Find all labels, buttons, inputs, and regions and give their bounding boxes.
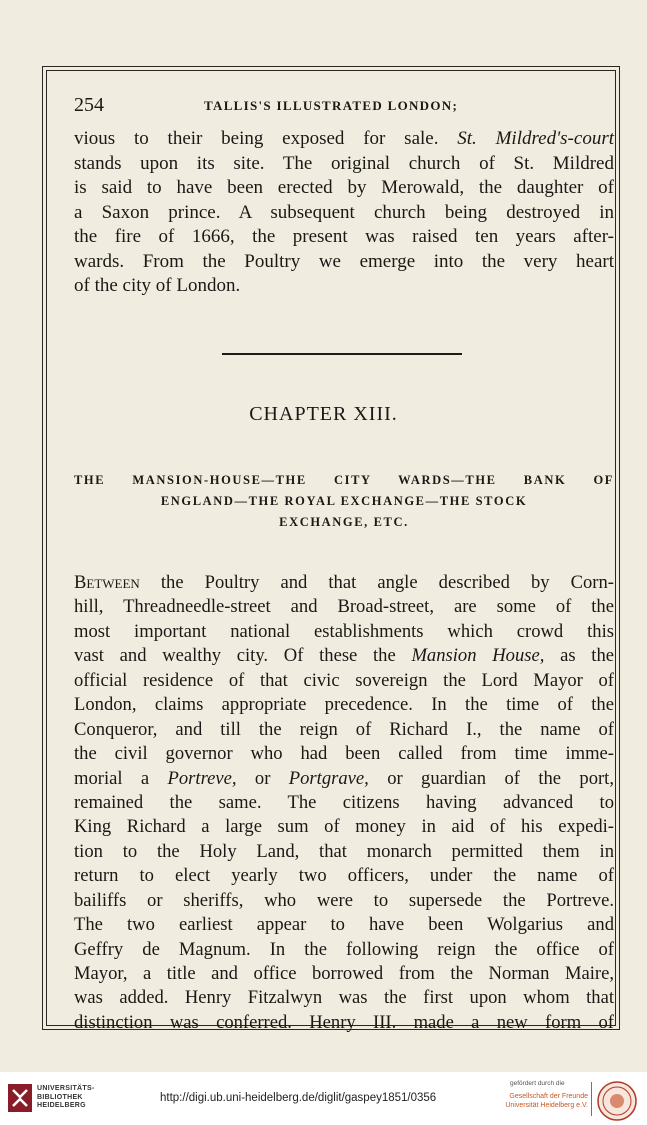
summary-line: ENGLAND—THE ROYAL EXCHANGE—THE STOCK (160, 494, 528, 508)
text-line: of the city of London. (74, 275, 241, 296)
text-line: hill, Threadneedle-street and Broad-street, are some of the (74, 596, 614, 618)
text-line: Between the Poultry and that angle described by Corn- (74, 572, 614, 593)
text-line: King Richard a large sum of money in aid of his expedi- (74, 816, 614, 838)
library-name: UNIVERSITÄTS- BIBLIOTHEK HEIDELBERG (37, 1085, 95, 1109)
page-number: 254 (74, 94, 104, 116)
text-line: stands upon its site. The original church of St. Mildred (74, 152, 614, 174)
text-line: distinction was conferred. Henry III. made a new form of (74, 1011, 614, 1033)
permalink-url[interactable]: http://digi.ub.uni-heidelberg.de/diglit/gaspey1851/0356 (160, 1092, 437, 1104)
text-line: remained the same. The citizens having advanced to (74, 791, 614, 813)
summary-line: EXCHANGE, ETC. (279, 515, 409, 529)
viewer-footer (0, 1072, 647, 1125)
chapter-heading: CHAPTER XIII. (249, 403, 398, 425)
page-header (74, 92, 614, 120)
text-line: official residence of that civic sovereign the Lord Mayor of (74, 669, 614, 691)
top-paragraph (74, 127, 614, 299)
section-divider (222, 353, 462, 355)
chapter-summary (74, 470, 614, 533)
running-head: TALLIS'S ILLUSTRATED LONDON; (204, 98, 459, 113)
text-line: return to elect yearly two officers, under the name of (74, 865, 614, 887)
text-line: Geffry de Magnum. In the following reign the office of (74, 938, 614, 960)
text-line: morial a Portreve, or Portgrave, or guardian of the port, (74, 767, 614, 789)
text-line: is said to have been erected by Merowald, the daughter of (74, 177, 614, 198)
text-line: vious to their being exposed for sale. St. Mildred's-court (74, 128, 614, 149)
text-line: the civil governor who had been called from time imme- (74, 743, 614, 765)
text-line: wards. From the Poultry we emerge into the very heart (74, 250, 614, 272)
text-line: Conqueror, and till the reign of Richard I., the name of (74, 718, 614, 740)
university-seal-icon (597, 1081, 637, 1121)
text-line: a Saxon prince. A subsequent church being destroyed in (74, 201, 614, 223)
text-line: bailiffs or sheriffs, who were to supersede the Portreve. (74, 889, 614, 911)
summary-line: THE MANSION-HOUSE—THE CITY WARDS—THE BANK OF (74, 473, 614, 487)
text-line: London, claims appropriate precedence. In the time of the (74, 694, 614, 716)
library-logo-icon (8, 1084, 32, 1112)
text-line: tion to the Holy Land, that monarch permitted them in (74, 840, 614, 862)
sponsor-name: Gesellschaft der Freunde Universität Heidelberg e.V. (505, 1093, 588, 1109)
text-line: was added. Henry Fitzalwyn was the first upon whom that (74, 987, 614, 1009)
text-line: vast and wealthy city. Of these the Mansion House, as the (74, 645, 614, 667)
sponsor-divider (591, 1082, 592, 1116)
text-line: most important national establishments which crowd this (74, 620, 614, 642)
text-line: The two earliest appear to have been Wolgarius and (74, 914, 614, 936)
text-line: the fire of 1666, the present was raised ten years after- (74, 226, 614, 247)
sponsor-label: gefördert durch die (510, 1080, 565, 1087)
body-paragraph (74, 571, 614, 1035)
text-line: Mayor, a title and office borrowed from the Norman Maire, (74, 963, 614, 984)
